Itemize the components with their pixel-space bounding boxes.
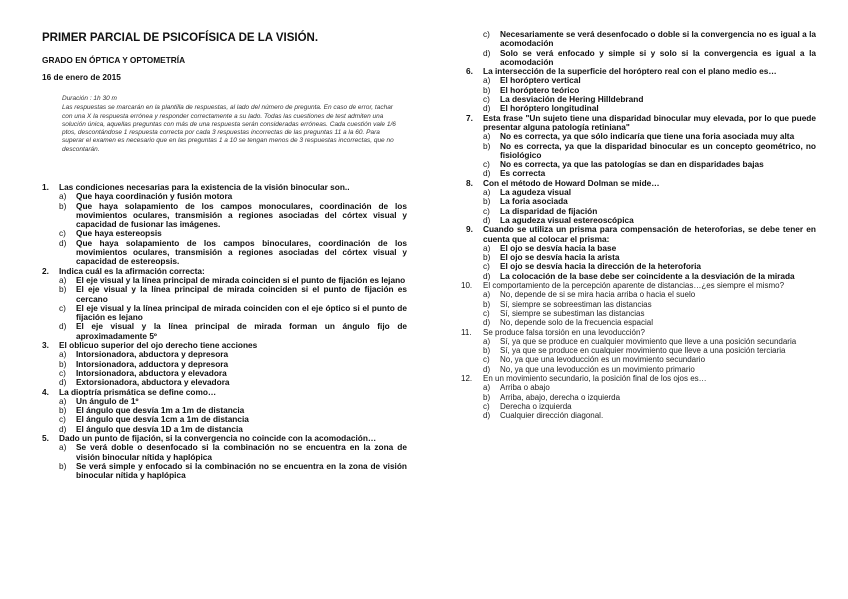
question-stem: El comportamiento de la percepción aparente de distancias…¿es siempre el mismo? xyxy=(483,281,785,291)
question-number: 2. xyxy=(42,265,49,276)
option-letter: d) xyxy=(483,364,491,374)
question-number: 1. xyxy=(42,182,49,192)
option-text: No, depende solo de la frecuencia espacial xyxy=(500,318,653,328)
answer-option xyxy=(483,355,816,364)
option-text: Arriba, abajo, derecha o izquierda xyxy=(500,392,621,402)
question-1 xyxy=(42,183,407,267)
question-6 xyxy=(466,67,816,113)
option-text: Que haya solapamiento de los campos binoculares, coordinación de los movimientos oculares, transmisión a regiones asociadas del córtex visual y capacidad de estereopsis. xyxy=(76,237,407,267)
option-text: La agudeza visual xyxy=(500,187,572,198)
option-letter: b) xyxy=(59,200,67,211)
option-letter: d) xyxy=(59,377,67,388)
option-letter: d) xyxy=(483,47,491,58)
option-letter: a) xyxy=(483,187,491,198)
option-letter: c) xyxy=(483,94,490,105)
option-text: El horóptero vertical xyxy=(500,75,581,86)
option-text: El eje visual y la línea principal de mirada coinciden con el eje óptico si el punto de fijación es lejano xyxy=(76,302,407,323)
question-number: 9. xyxy=(466,224,473,235)
option-text: No es correcta, ya que las patologías se dan en disparidades bajas xyxy=(500,159,764,170)
option-text: El eje visual y la línea principal de mirada coinciden si el punto de fijación es cercano xyxy=(76,284,407,304)
question-12 xyxy=(461,373,816,421)
question-11 xyxy=(461,327,816,374)
question-list-right xyxy=(461,29,816,421)
option-text: Es correcta xyxy=(500,168,546,179)
option-letter: d) xyxy=(483,103,491,114)
question-5 xyxy=(466,30,816,67)
answer-option xyxy=(483,30,816,49)
option-text: Que haya coordinación y fusión motora xyxy=(76,191,233,202)
option-text: No es correcta, ya que sólo indicaría que tiene una foria asociada muy alta xyxy=(500,131,795,142)
question-number: 5. xyxy=(42,433,49,444)
question-7 xyxy=(466,114,816,179)
option-letter: b) xyxy=(59,405,67,416)
answer-option xyxy=(483,346,816,355)
option-letter: a) xyxy=(483,290,491,300)
option-text: Sí, ya que se produce en cualquier movimiento que lleve a una posición secundaria xyxy=(500,336,797,346)
answer-option xyxy=(483,411,816,420)
question-stem: La intersección de la superficie del horóptero real con el plano medio es… xyxy=(483,66,777,77)
option-text: Sí, siempre se subestiman las distancias xyxy=(500,308,645,318)
question-4 xyxy=(42,388,407,434)
question-number: 3. xyxy=(42,340,49,351)
option-letter: d) xyxy=(483,318,491,328)
answer-option xyxy=(483,383,816,392)
question-9 xyxy=(466,225,816,281)
option-text: Necesariamente se verá desenfocado o doble si la convergencia no es igual a la acomodación xyxy=(500,29,816,49)
degree-subtitle: GRADO EN ÓPTICA Y OPTOMETRÍA xyxy=(42,55,186,65)
option-text: Solo se verá enfocado y simple si y solo si la convergencia es igual a la acomodación xyxy=(500,47,816,67)
question-number: 6. xyxy=(466,66,473,77)
option-letter: a) xyxy=(59,349,67,360)
answer-option xyxy=(483,402,816,411)
option-text: Extorsionadora, abductora y elevadora xyxy=(76,377,230,388)
option-letter: a) xyxy=(59,442,67,453)
option-text: Sí, siempre se sobreestiman las distancias xyxy=(500,299,652,309)
question-stem: El oblicuo superior del ojo derecho tiene acciones xyxy=(59,340,258,351)
answer-option xyxy=(483,142,816,161)
option-text: No, depende de si se mira hacia arriba o hacia el suelo xyxy=(500,290,696,300)
option-letter: a) xyxy=(59,191,67,202)
option-text: Intorsionadora, abductora y elevadora xyxy=(76,367,227,378)
option-letter: d) xyxy=(59,237,67,248)
answer-option xyxy=(59,202,407,230)
option-letter: b) xyxy=(483,392,491,402)
question-stem: Las condiciones necesarias para la existencia de la visión binocular son.. xyxy=(59,182,350,192)
option-letter: b) xyxy=(483,84,491,95)
option-text: El horóptero longitudinal xyxy=(500,103,599,114)
option-letter: a) xyxy=(483,383,491,393)
question-stem: La dioptría prismática se define como… xyxy=(59,386,217,397)
option-letter: b) xyxy=(483,299,491,309)
option-text: La disparidad de fijación xyxy=(500,205,598,216)
option-letter: d) xyxy=(483,411,491,421)
duration-text: Duración : 1h 30 m xyxy=(62,95,117,102)
question-number: 10. xyxy=(461,281,473,291)
option-text: No, ya que una levoducción es un movimiento primario xyxy=(500,364,695,374)
option-text: Sí, ya que se produce en cualquier movimiento que lleve a una posición terciaria xyxy=(500,346,786,356)
question-10 xyxy=(461,281,816,328)
option-text: Intorsionadora, abductora y depresora xyxy=(76,349,229,360)
option-text: La colocación de la base debe ser coincidente a la desviación de la mirada xyxy=(500,270,795,281)
answer-option xyxy=(483,393,816,402)
answer-option xyxy=(59,239,407,267)
option-text: El eje visual y la línea principal de mirada forman un ángulo fijo de aproximadamente 5º xyxy=(76,321,407,341)
option-text: La agudeza visual estereoscópica xyxy=(500,214,634,225)
answer-option xyxy=(483,365,816,374)
option-letter: c) xyxy=(59,302,66,313)
option-letter: a) xyxy=(483,242,491,253)
option-letter: b) xyxy=(483,196,491,207)
option-letter: c) xyxy=(59,414,66,425)
option-text: El ojo se desvía hacia la dirección de la heteroforia xyxy=(500,261,702,272)
exam-date: 16 de enero de 2015 xyxy=(42,72,121,82)
question-3 xyxy=(42,341,407,387)
question-number: 8. xyxy=(466,177,473,188)
option-letter: b) xyxy=(483,346,491,356)
option-letter: d) xyxy=(483,214,491,225)
option-letter: c) xyxy=(483,308,490,318)
option-letter: c) xyxy=(483,29,490,39)
answer-option xyxy=(59,462,407,481)
option-text: Arriba o abajo xyxy=(500,383,550,393)
answer-option xyxy=(59,322,407,341)
option-letter: b) xyxy=(59,284,67,295)
option-text: La desviación de Hering Hilldebrand xyxy=(500,94,644,105)
option-text: Que haya solapamiento de los campos monoculares, coordinación de los movimientos oculares, transmisión a regiones asociadas del córtex visual y capacidad de fusionar las imágenes. xyxy=(76,200,407,230)
question-2 xyxy=(42,267,407,341)
option-text: No es correcta, ya que la disparidad binocular es un concepto geométrico, no fisiológico xyxy=(500,140,816,160)
option-letter: a) xyxy=(483,75,491,86)
answer-option xyxy=(483,309,816,318)
option-letter: c) xyxy=(483,355,490,365)
option-letter: b) xyxy=(59,358,67,369)
option-text: Que haya estereopsis xyxy=(76,228,162,239)
option-text: Derecha o izquierda xyxy=(500,401,572,411)
question-stem: En un movimiento secundario, la posición final de los ojos es… xyxy=(483,373,707,383)
option-letter: a) xyxy=(59,395,67,406)
question-stem: Cuando se utiliza un prisma para compensación de heteroforias, se debe tener en cuenta que al colocar el prisma: xyxy=(483,224,816,244)
question-5 xyxy=(42,434,407,480)
question-number: 7. xyxy=(466,112,473,123)
option-letter: c) xyxy=(483,205,490,216)
option-text: Intorsionadora, adductora y depresora xyxy=(76,358,229,369)
option-letter: d) xyxy=(59,423,67,434)
option-text: El ángulo que desvía 1m a 1m de distancia xyxy=(76,405,245,416)
option-letter: d) xyxy=(59,321,67,332)
option-letter: c) xyxy=(59,367,66,378)
answer-option xyxy=(483,300,816,309)
option-letter: c) xyxy=(483,261,490,272)
instructions-block xyxy=(62,95,402,154)
exam-title: PRIMER PARCIAL DE PSICOFÍSICA DE LA VISIÓN. xyxy=(42,32,319,44)
question-8 xyxy=(466,179,816,225)
option-text: Cualquier dirección diagonal. xyxy=(500,411,604,421)
option-letter: a) xyxy=(483,336,491,346)
option-letter: b) xyxy=(483,140,491,151)
option-letter: c) xyxy=(483,401,490,411)
option-text: El horóptero teórico xyxy=(500,84,580,95)
option-text: El eje visual y la línea principal de mirada coinciden si el punto de fijación es lejano xyxy=(76,274,406,285)
option-letter: c) xyxy=(483,159,490,170)
answer-option xyxy=(483,290,816,299)
option-letter: c) xyxy=(59,228,66,239)
option-letter: a) xyxy=(59,274,67,285)
question-stem: Esta frase "Un sujeto tiene una disparidad binocular muy elevada, por lo que puede presentar alguna patología retiniana" xyxy=(483,112,816,132)
option-text: No, ya que una levoducción es un movimiento secundario xyxy=(500,355,706,365)
answer-option xyxy=(483,337,816,346)
option-text: La foria asociada xyxy=(500,196,568,207)
option-text: Se verá simple y enfocado si la combinación no se encuentra en la zona de visión binocular nítida y haplópica xyxy=(76,460,407,481)
question-stem: Se produce falsa torsión en una levoducción? xyxy=(483,327,645,337)
question-stem: Con el método de Howard Dolman se mide… xyxy=(483,177,660,188)
question-stem: Indica cuál es la afirmación correcta: xyxy=(59,265,205,276)
question-number: 4. xyxy=(42,386,49,397)
answer-option xyxy=(59,304,407,323)
question-number: 12. xyxy=(461,373,473,383)
option-text: El ojo se desvía hacia la base xyxy=(500,242,617,253)
answer-option xyxy=(483,272,816,281)
question-number: 11. xyxy=(461,327,472,337)
option-letter: b) xyxy=(483,252,491,263)
option-letter: d) xyxy=(483,168,491,179)
option-letter: d) xyxy=(483,270,491,281)
question-list-left xyxy=(42,183,407,481)
option-text: El ojo se desvía hacia la arista xyxy=(500,252,620,263)
answer-option xyxy=(483,49,816,68)
option-text: Se verá doble o desenfocado si la combinación no se encuentra en la zona de visión binocular nítida y haplópica xyxy=(76,442,407,462)
option-text: El ángulo que desvía 1cm a 1m de distancia xyxy=(76,414,249,425)
answer-option xyxy=(59,285,407,304)
answer-option xyxy=(59,443,407,462)
option-text: El ángulo que desvía 1D a 1m de distancia xyxy=(76,423,243,434)
answer-option xyxy=(483,318,816,327)
instructions-text: Las respuestas se marcarán en la plantilla de respuestas, al lado del número de pregunta. En caso de error, tachar con una X la respuesta errónea y responder correctamente a su lado. Todas las cuestiones de test admiten una solución única, aquellas preguntas con más de una respuesta serán consideradas erróneas. Cada cuestión vale 1/6 ptos, descontándose 1 respuesta correcta por cada 3 respuestas incorrectas de las preguntas 11 a la 60. Para superar el examen es necesario que en las preguntas 1 a 10 se tengan menos de 3 respuestas incorrectas, que no descontarán. xyxy=(62,104,396,153)
option-letter: a) xyxy=(483,131,491,142)
option-letter: b) xyxy=(59,460,67,471)
question-stem: Dado un punto de fijación, si la convergencia no coincide con la acomodación… xyxy=(59,433,377,444)
option-text: Un ángulo de 1º xyxy=(76,395,139,406)
